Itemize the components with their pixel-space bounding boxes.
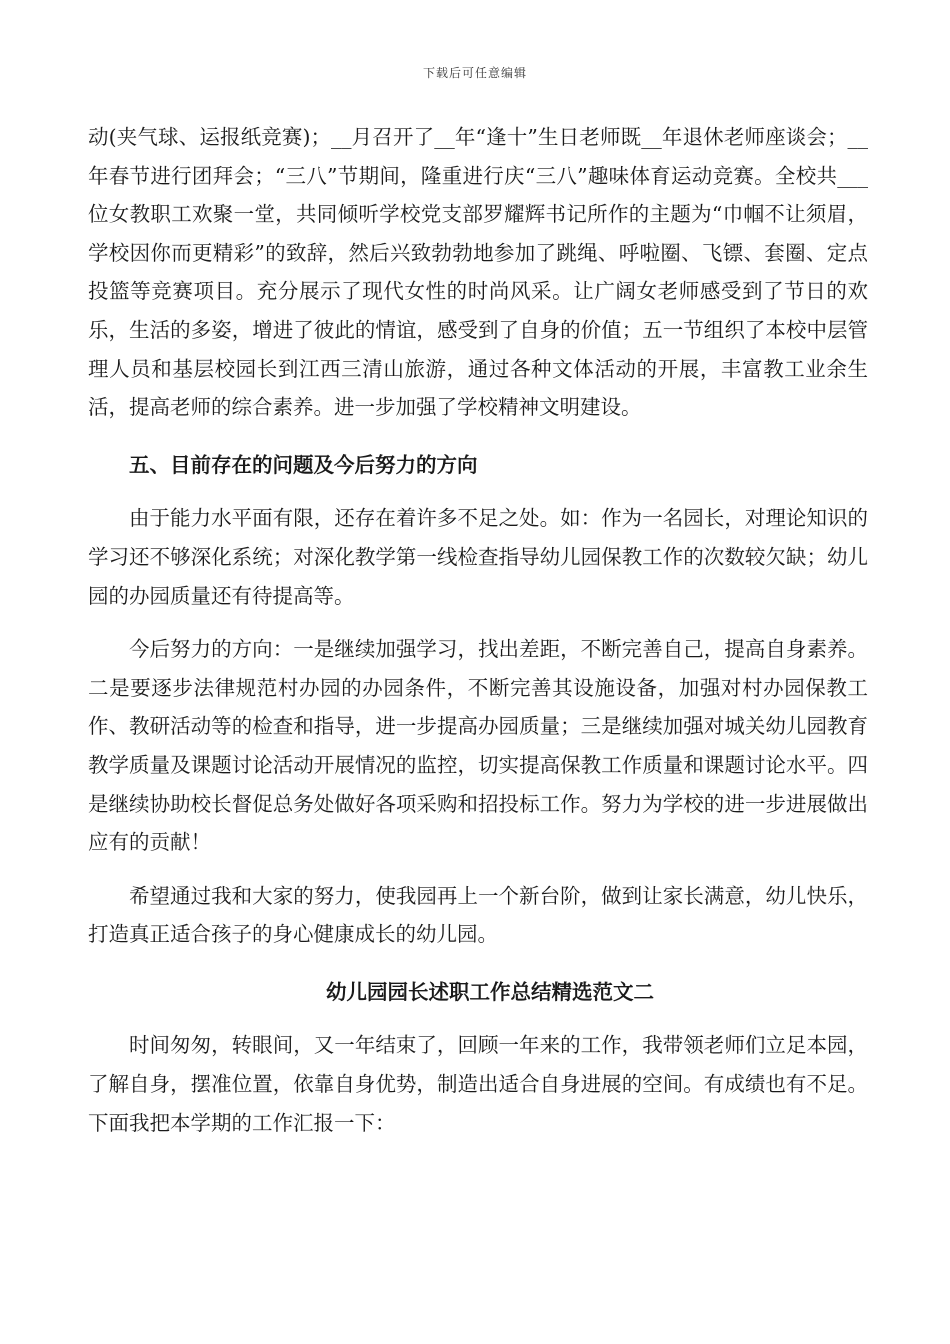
spacer [88, 862, 868, 877]
paragraph-hope: 希望通过我和大家的努力，使我园再上一个新台阶，做到让家长满意，幼儿快乐，打造真正适合孩子的身心健康成长的幼儿园。 [88, 883, 868, 947]
spacer [88, 954, 868, 973]
section-heading-problems: 五、目前存在的问题及今后努力的方向 [129, 452, 478, 477]
spacer [88, 1011, 868, 1026]
paragraph-activities: 动(夹气球、运报纸竞赛)；__月召开了__年“逢十”生日老师既__年退休老师座谈会；__年春节进行团拜会；“三八”节期间，隆重进行庆“三八”趣味体育运动竞赛。全校共___位女教职工欢聚一堂，共同倾听学校党支部罗耀辉书记所作的主题为“巾帼不让须眉，学校因你而更精彩”的致辞，然后兴致勃勃地参加了跳绳、呼啦圈、飞镖、套圈、定点投篮等竞赛项目。充分展示了现代女性的时尚风采。让广阔女老师感受到了节日的欢乐，生活的多姿，增进了彼此的情谊，感受到了自身的价值；五一节组织了本校中层管理人员和基层校园长到江西三清山旅游，通过各种文体活动的开展，丰富教工业余生活，提高老师的综合素养。进一步加强了学校精神文明建设。 [88, 125, 868, 420]
paragraph-intro: 时间匆匆，转眼间，又一年结束了，回顾一年来的工作，我带领老师们立足本园，了解自身，摆准位置，依靠自身优势，制造出适合自身进展的空间。有成绩也有不足。下面我把本学期的工作汇报一下： [88, 1033, 868, 1135]
document-body [88, 118, 868, 1142]
spacer [88, 427, 868, 446]
spacer [88, 484, 868, 499]
paragraph-future-direction: 今后努力的方向：一是继续加强学习，找出差距，不断完善自己，提高自身素养。二是要逐步法律规范村办园的办园条件，不断完善其设施设备，加强对村办园保教工作、教研活动等的检查和指导，进一步提高办园质量；三是继续加强对城关幼儿园教育教学质量及课题讨论活动开展情况的监控，切实提高保教工作质量和课题讨论水平。四是继续协助校长督促总务处做好各项采购和招投标工作。努力为学校的进一步进展做出应有的贡献！ [88, 637, 868, 855]
header-note: 下载后可任意编辑 [422, 66, 527, 80]
spacer [88, 615, 868, 630]
article-title: 幼儿园园长述职工作总结精选范文二 [326, 979, 654, 1004]
paragraph-shortcomings: 由于能力水平面有限，还存在着许多不足之处。如：作为一名园长，对理论知识的学习还不够深化系统；对深化教学第一线检查指导幼儿园保教工作的次数较欠缺；幼儿园的办园质量还有待提高等。 [88, 506, 868, 608]
